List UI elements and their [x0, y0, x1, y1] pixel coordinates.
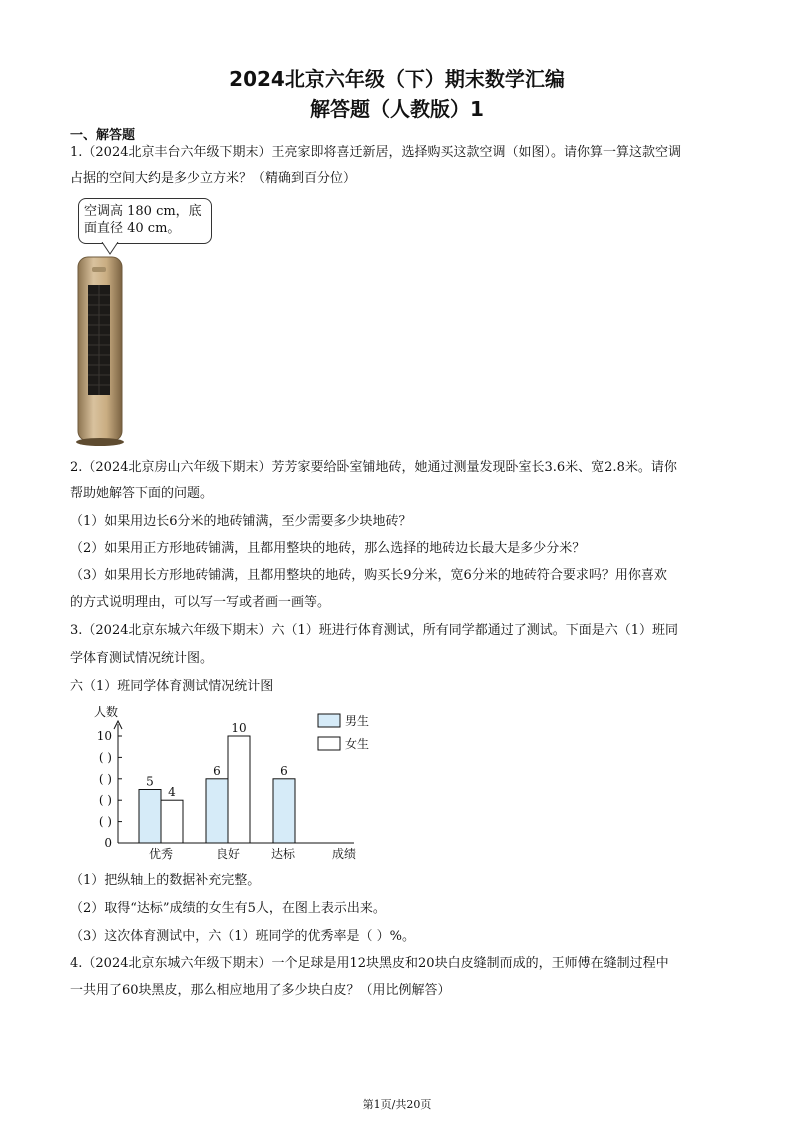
q2-sub3-line1: （3）如果用长方形地砖铺满，且都用整块的地砖，购买长9分米，宽6分米的地砖符合要求吗？用你喜欢: [70, 568, 667, 583]
y-tick-label: ( ): [98, 750, 112, 765]
document-subtitle: 解答题（人教版）1: [310, 97, 484, 121]
q3-text-line2: 学体育测试情况统计图。: [70, 651, 214, 666]
air-conditioner-icon: [70, 255, 132, 447]
bubble-line1: 空调高 180 cm，底: [84, 204, 202, 219]
x-tick-label: 良好: [215, 847, 241, 861]
y-tick-label: ( ): [98, 793, 112, 808]
y-tick-label: ( ): [98, 814, 112, 829]
q3-sub2: （2）取得“达标”成绩的女生有5人，在图上表示出来。: [70, 901, 386, 916]
bar-value-label: 4: [168, 785, 176, 800]
bar-chart: [66, 700, 376, 865]
bar: [228, 736, 250, 843]
q4-text-line2: 一共用了60块黑皮，那么相应地用了多少块白皮？（用比例解答）: [70, 983, 451, 998]
bar-value-label: 5: [146, 774, 154, 789]
q2-text-line1: 2.（2024北京房山六年级下期末）芳芳家要给卧室铺地砖，她通过测量发现卧室长3.6米、宽2.8米。请你: [70, 460, 677, 475]
speech-bubble-text: [84, 203, 202, 237]
q2-sub1: （1）如果用边长6分米的地砖铺满，至少需要多少块地砖？: [70, 514, 412, 529]
q3-sub1: （1）把纵轴上的数据补充完整。: [70, 873, 261, 888]
bar: [206, 779, 228, 843]
speech-bubble-tail: [100, 242, 130, 256]
y-tick-label: 10: [96, 729, 112, 743]
q3-sub3: （3）这次体育测试中，六（1）班同学的优秀率是（ ）%。: [70, 929, 416, 944]
q1-text-line1: 1.（2024北京丰台六年级下期末）王亮家即将喜迁新居，选择购买这款空调（如图）。请你算一算这款空调: [70, 145, 681, 160]
y-tick-label: ( ): [98, 771, 112, 786]
legend-swatch: [318, 737, 340, 750]
q2-text-line2: 帮助她解答下面的问题。: [70, 486, 214, 501]
q4-text-line1: 4.（2024北京东城六年级下期末）一个足球是用12块黑皮和20块白皮缝制而成的，王师傅在缝制过程中: [70, 956, 669, 971]
bar-value-label: 10: [231, 721, 247, 735]
x-tick-label: 达标: [270, 847, 296, 861]
y-tick-label: 0: [104, 836, 112, 850]
legend-label: 男生: [345, 714, 370, 728]
q3-text-line1: 3.（2024北京东城六年级下期末）六（1）班进行体育测试，所有同学都通过了测试。下面是六（1）班同: [70, 623, 679, 638]
legend-label: 女生: [345, 737, 370, 751]
y-axis-label: 人数: [93, 705, 119, 719]
q2-sub3-line2: 的方式说明理由，可以写一写或者画一画等。: [70, 595, 331, 610]
bubble-line2: 面直径 40 cm。: [84, 221, 181, 236]
bar-value-label: 6: [280, 763, 288, 778]
x-axis-label: 成绩: [331, 847, 357, 861]
bar: [161, 800, 183, 843]
legend-swatch: [318, 714, 340, 727]
bar: [273, 779, 295, 843]
document-title: 2024北京六年级（下）期末数学汇编: [229, 67, 565, 91]
page-footer: 第1页/共20页: [362, 1098, 432, 1111]
bar: [139, 790, 161, 844]
section-heading: 一、解答题: [70, 128, 136, 143]
chart-caption: 六（1）班同学体育测试情况统计图: [70, 679, 274, 694]
q2-sub2: （2）如果用正方形地砖铺满，且都用整块的地砖，那么选择的地砖边长最大是多少分米？: [70, 541, 586, 556]
bar-value-label: 6: [213, 763, 221, 778]
x-tick-label: 优秀: [148, 847, 174, 861]
q1-text-line2: 占据的空间大约是多少立方米？（精确到百分位）: [70, 171, 357, 186]
